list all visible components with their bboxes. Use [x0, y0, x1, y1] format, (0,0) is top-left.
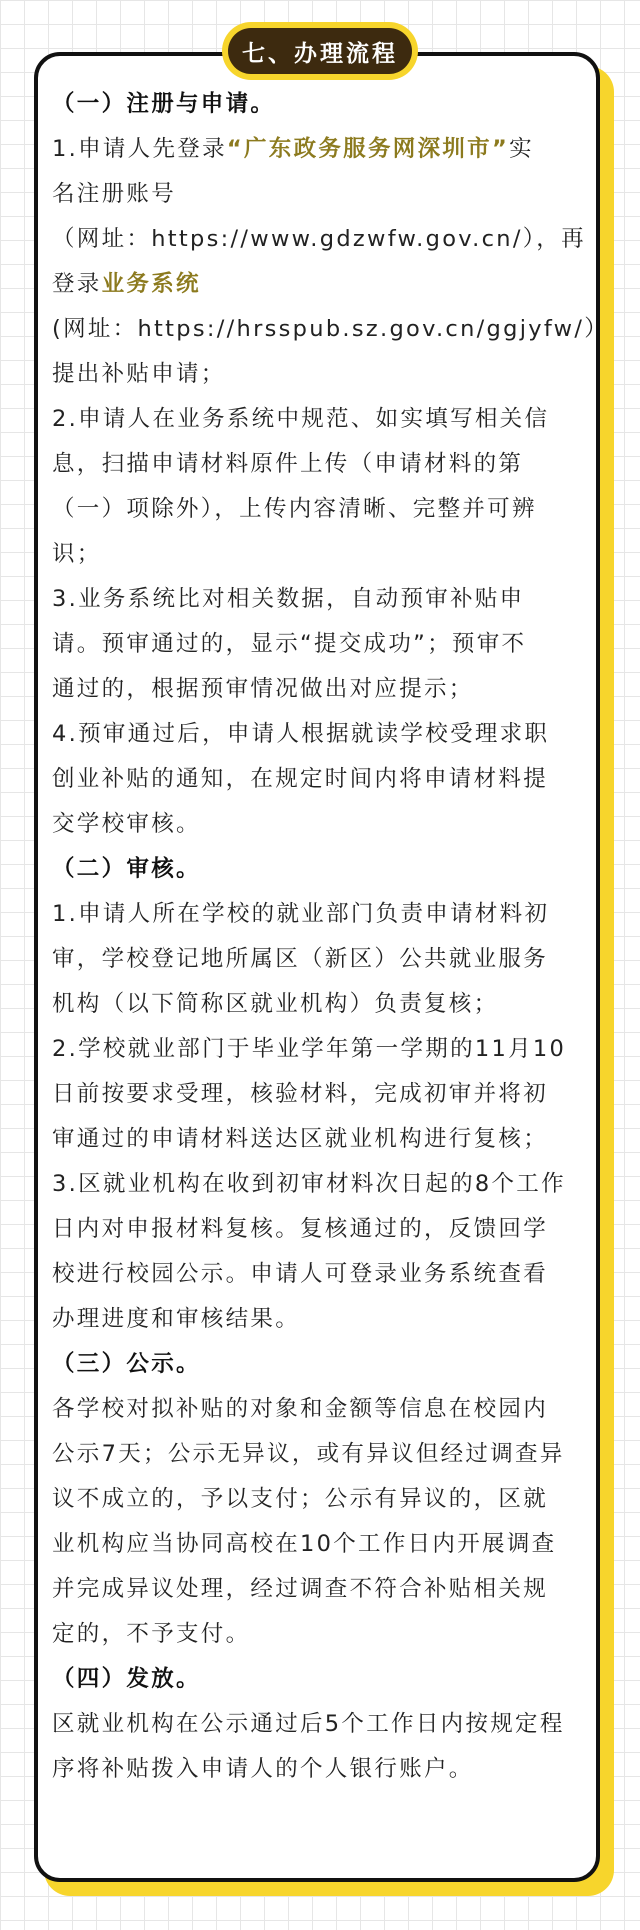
body-line — [52, 712, 592, 757]
body-line — [52, 487, 592, 532]
line-text: （一）项除外），上传内容清晰、完整并可辨 — [52, 496, 537, 522]
line-text: （网址：https://www.gdzwfw.gov.cn/），再 — [52, 226, 586, 252]
section-heading: （三）公示。 — [52, 1351, 201, 1377]
line-text: 审，学校登记地所属区（新区）公共就业服务 — [52, 946, 549, 972]
line-text: 校进行校园公示。申请人可登录业务系统查看 — [52, 1261, 549, 1287]
highlight-link-text[interactable]: “广东政务服务网深圳市” — [226, 136, 510, 162]
body-line — [52, 892, 592, 937]
title-badge — [222, 22, 418, 80]
line-text: 1.申请人所在学校的就业部门负责申请材料初 — [52, 901, 550, 927]
line-text: 序将补贴拨入申请人的个人银行账户。 — [52, 1756, 474, 1782]
line-text: 3.区就业机构在收到初审材料次日起的8个工作 — [52, 1171, 566, 1197]
body-line — [52, 1522, 592, 1567]
line-text: 1.申请人先登录 — [52, 136, 227, 162]
line-text: 交学校审核。 — [52, 811, 201, 837]
line-text: 议不成立的，予以支付；公示有异议的，区就 — [52, 1486, 549, 1512]
section-heading: （四）发放。 — [52, 1666, 201, 1692]
body-line — [52, 217, 592, 262]
body-line — [52, 307, 610, 352]
line-text: 息，扫描申请材料原件上传（申请材料的第 — [52, 451, 524, 477]
line-text: 通过的，根据预审情况做出对应提示； — [52, 676, 474, 702]
body-line — [52, 1117, 592, 1162]
line-text: 识； — [52, 541, 102, 567]
body-line — [52, 1207, 592, 1252]
body-line — [52, 1027, 592, 1072]
body-line — [52, 1477, 592, 1522]
line-text: 登录 — [52, 271, 102, 297]
body-line — [52, 1297, 592, 1342]
body-line — [52, 172, 592, 217]
body-line — [52, 1072, 592, 1117]
body-line — [52, 532, 592, 577]
section-heading: （二）审核。 — [52, 856, 201, 882]
page-title: 七、办理流程 — [228, 28, 412, 74]
line-text: 请。预审通过的，显示“提交成功”；预审不 — [52, 631, 527, 657]
line-text: 办理进度和审核结果。 — [52, 1306, 301, 1332]
body-line — [52, 802, 592, 847]
body-line — [52, 1612, 592, 1657]
line-text: 创业补贴的通知，在规定时间内将申请材料提 — [52, 766, 549, 792]
line-text: 日前按要求受理，核验材料，完成初审并将初 — [52, 1081, 549, 1107]
body-line — [52, 1162, 592, 1207]
body-line — [52, 1432, 592, 1477]
body-line — [52, 397, 592, 442]
body-line — [52, 127, 592, 172]
line-text: (网址：https://hrsspub.sz.gov.cn/ggjyfw/） — [52, 316, 610, 342]
body-line — [52, 1387, 592, 1432]
line-text-tail: 实 — [509, 136, 534, 162]
content-body — [52, 82, 610, 1792]
line-text: 2.学校就业部门于毕业学年第一学期的11月10 — [52, 1036, 567, 1062]
body-line — [52, 937, 592, 982]
body-line — [52, 577, 592, 622]
line-text: 4.预审通过后，申请人根据就读学校受理求职 — [52, 721, 550, 747]
section-heading: （一）注册与申请。 — [52, 91, 276, 117]
line-text: 提出补贴申请； — [52, 361, 226, 387]
line-text: 业机构应当协同高校在10个工作日内开展调查 — [52, 1531, 557, 1557]
body-line — [52, 1252, 592, 1297]
body-line — [52, 1702, 592, 1747]
body-line — [52, 262, 592, 307]
line-text: 名注册账号 — [52, 181, 177, 207]
body-line — [52, 1567, 592, 1612]
line-text: 各学校对拟补贴的对象和金额等信息在校园内 — [52, 1396, 549, 1422]
line-text: 审通过的申请材料送达区就业机构进行复核； — [52, 1126, 549, 1152]
body-line — [52, 442, 592, 487]
line-text: 机构（以下简称区就业机构）负责复核； — [52, 991, 499, 1017]
body-line — [52, 982, 592, 1027]
body-line — [52, 622, 592, 667]
line-text: 2.申请人在业务系统中规范、如实填写相关信 — [52, 406, 550, 432]
line-text: 日内对申报材料复核。复核通过的，反馈回学 — [52, 1216, 549, 1242]
highlight-link-text[interactable]: 业务系统 — [101, 271, 201, 297]
line-text: 3.业务系统比对相关数据，自动预审补贴申 — [52, 586, 525, 612]
line-text: 区就业机构在公示通过后5个工作日内按规定程 — [52, 1711, 565, 1737]
line-text: 公示7天；公示无异议，或有异议但经过调查异 — [52, 1441, 565, 1467]
line-text: 并完成异议处理，经过调查不符合补贴相关规 — [52, 1576, 549, 1602]
line-text: 定的，不予支付。 — [52, 1621, 251, 1647]
body-line — [52, 667, 592, 712]
body-line — [52, 757, 592, 802]
body-line — [52, 352, 592, 397]
body-line — [52, 1747, 592, 1792]
